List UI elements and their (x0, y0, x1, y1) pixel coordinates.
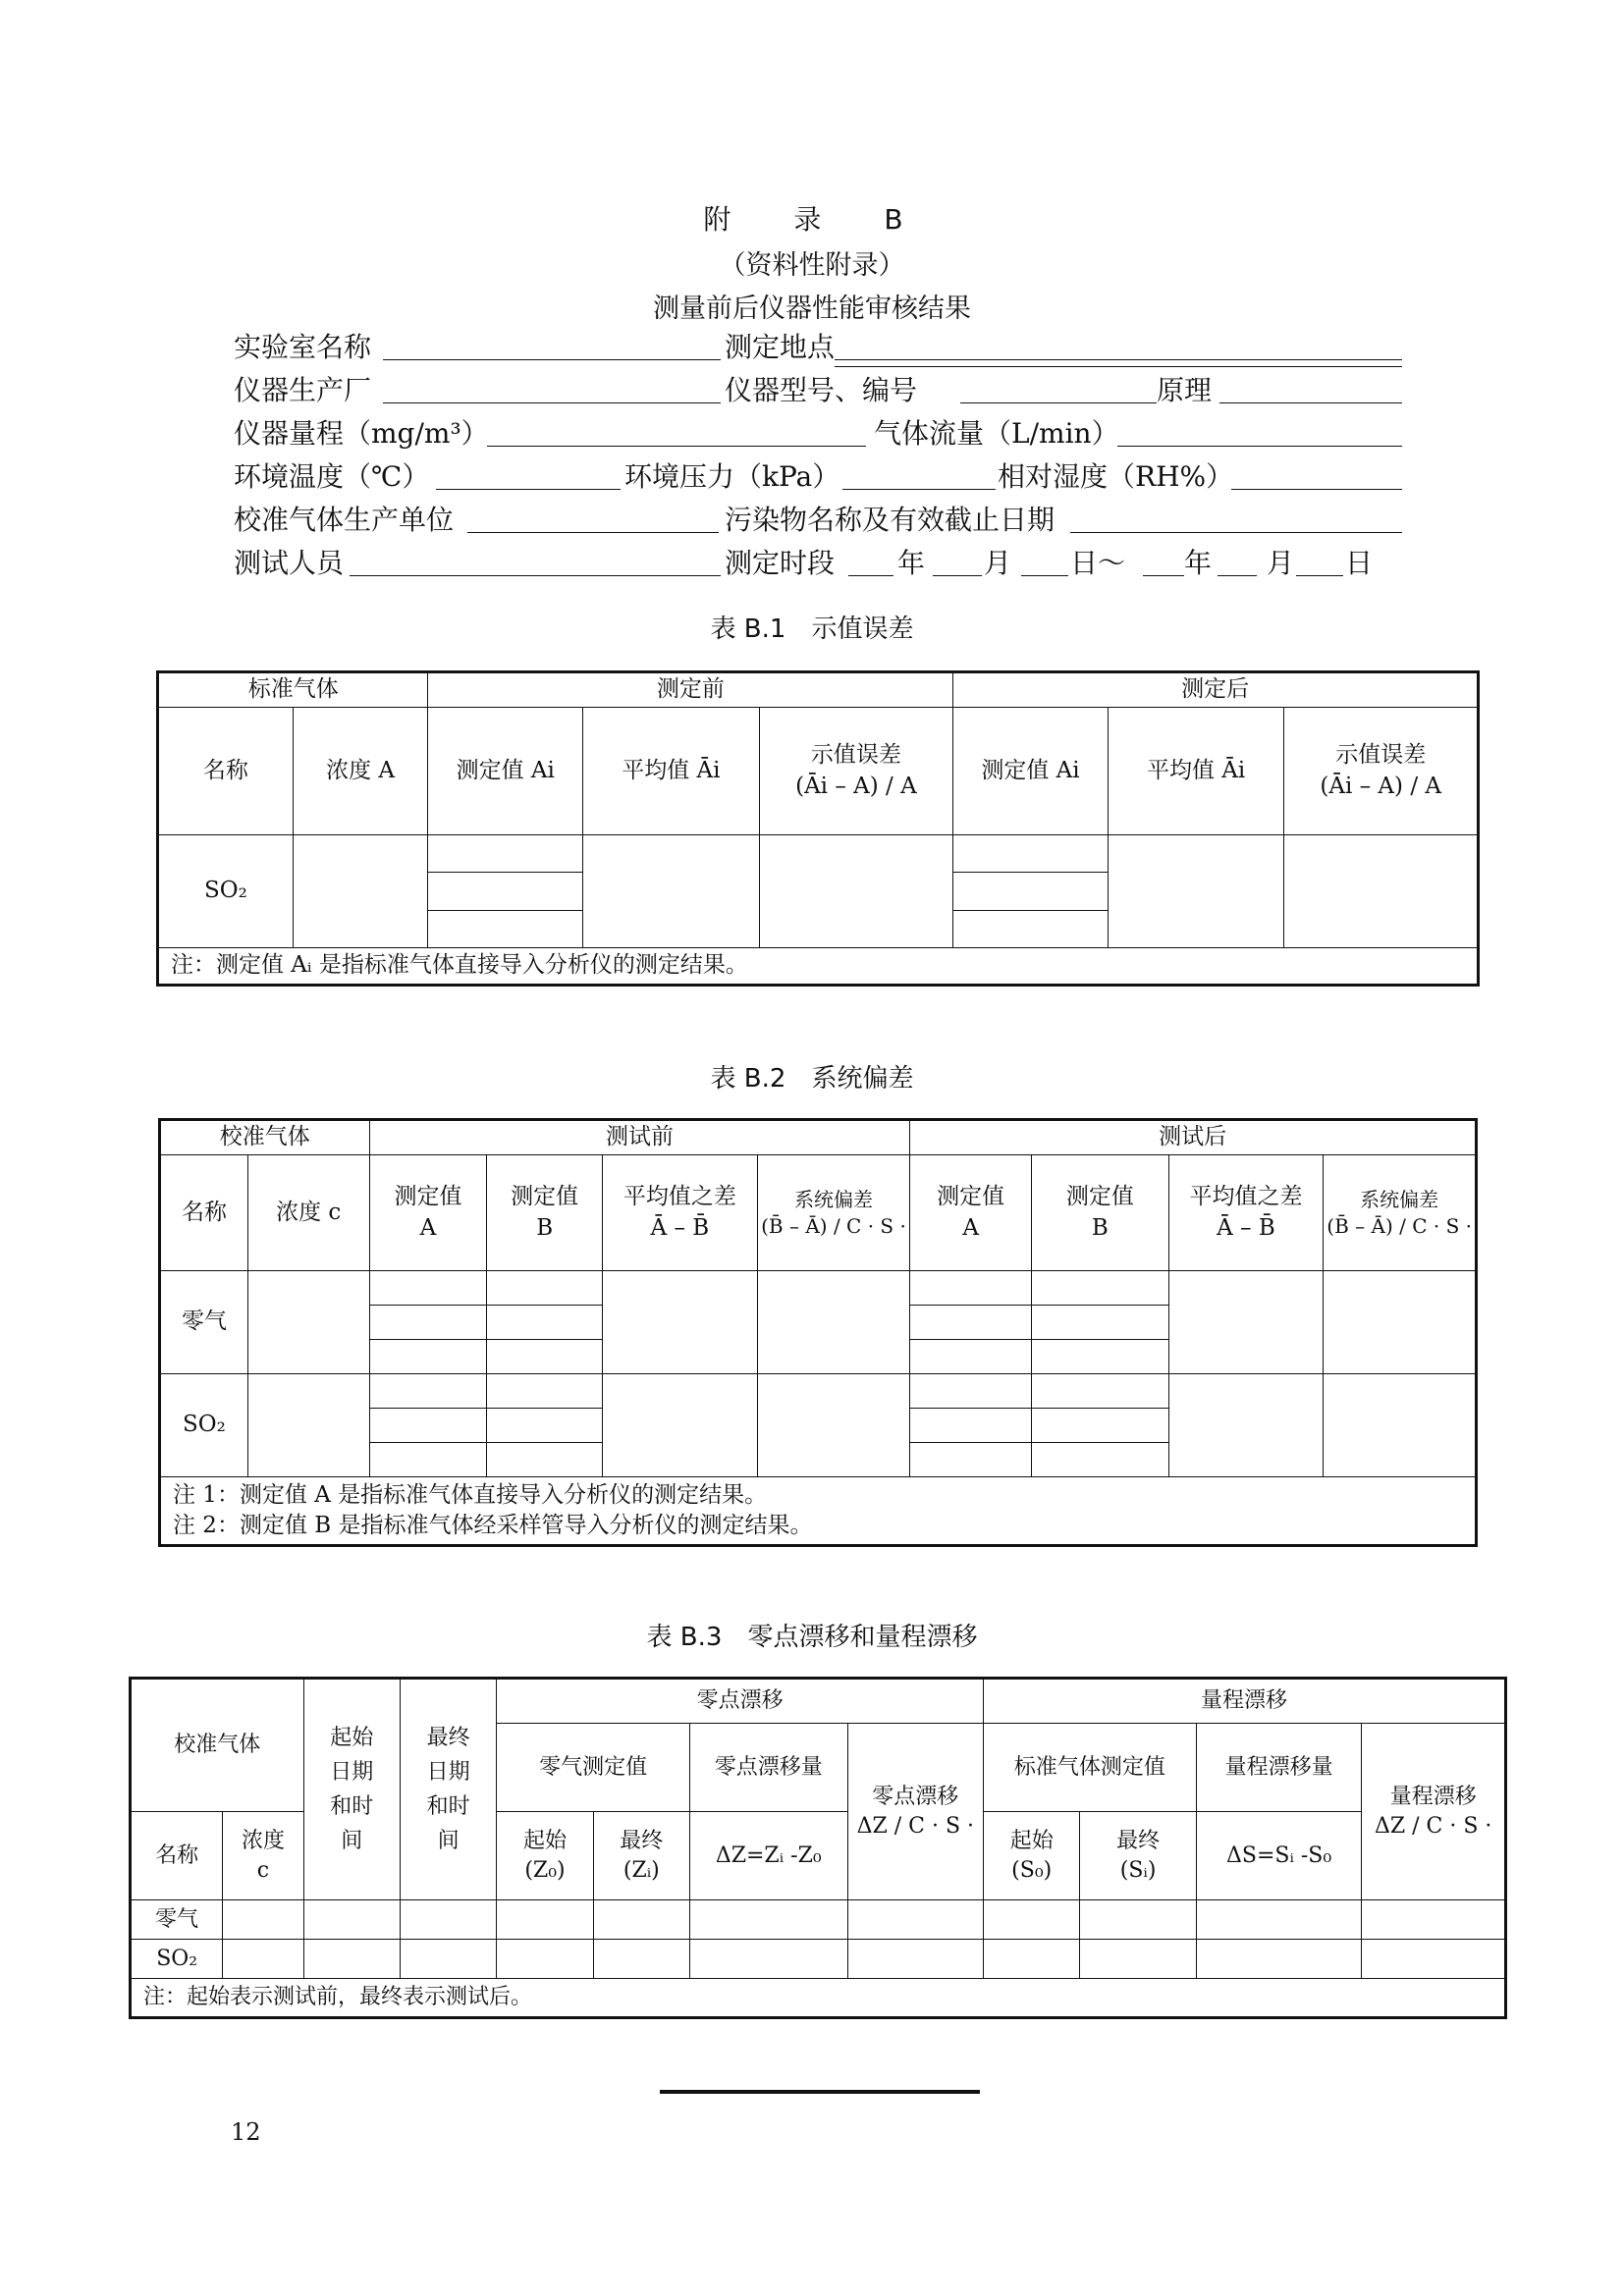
form-label: 污染物名称及有效截止日期 (725, 504, 1056, 536)
zero-drift-header: 零点漂移 (497, 1679, 984, 1724)
table-cell (1324, 1271, 1477, 1374)
form-label: 日 (1345, 547, 1374, 579)
cal-gas-header: 校准气体 (131, 1679, 304, 1812)
form-row (234, 501, 1402, 544)
table-cell (1032, 1374, 1169, 1477)
form-label: 环境压力（kPa） (624, 460, 840, 493)
table-cell (1032, 1271, 1169, 1374)
row-label-so2: SO₂ (131, 1940, 223, 1979)
col-err: 示值误差 (Āi – A) / A (759, 708, 953, 835)
form-label: 年 (897, 547, 926, 579)
table-cell (1362, 1900, 1506, 1940)
table-b2-caption: 表 B.2 系统偏差 (710, 1064, 914, 1094)
table-cell (487, 1374, 603, 1477)
form-label: 测试人员 (234, 547, 345, 579)
table-cell (689, 1940, 847, 1979)
table-b1-caption: 表 B.1 示值误差 (710, 614, 914, 644)
col-conc: 浓度 c (247, 1155, 369, 1271)
form-row (234, 414, 1402, 457)
col-avg: 平均值 Āi (1108, 708, 1284, 835)
col-z0: 起始 (Z₀) (497, 1812, 593, 1900)
form-row (234, 457, 1402, 501)
span-drift-header: 量程漂移 (984, 1679, 1506, 1724)
row-label-zero-gas: 零气 (160, 1271, 248, 1374)
col-meas-a: 测定值 A (369, 1155, 487, 1271)
table-cell (759, 835, 953, 948)
std-meas-header: 标准气体测定值 (984, 1724, 1197, 1812)
zero-rel-header: 零点漂移 ΔZ / C · S · (847, 1724, 983, 1900)
table-cell (303, 1940, 400, 1979)
after-header: 测试后 (910, 1120, 1477, 1155)
table-cell (400, 1940, 496, 1979)
col-meas: 测定值 Ai (428, 708, 583, 835)
cal-gas-header: 校准气体 (160, 1120, 370, 1155)
span-amt-header: 量程漂移量 (1196, 1724, 1362, 1812)
form-label: 实验室名称 (234, 331, 372, 363)
table-note: 注：测定值 Aᵢ 是指标准气体直接导入分析仪的测定结果。 (158, 948, 1479, 986)
col-bias: 系统偏差 (B̄ – Ā) / C · S · (1324, 1155, 1477, 1271)
col-end-time: 最终日期和时间 (400, 1679, 496, 1900)
form-label: 仪器型号、编号 (725, 374, 918, 406)
std-gas-header: 标准气体 (158, 672, 428, 708)
table-cell (223, 1940, 303, 1979)
before-header: 测定前 (428, 672, 953, 708)
span-rel-header: 量程漂移 ΔZ / C · S · (1362, 1724, 1506, 1900)
table-cell (1168, 1271, 1324, 1374)
form-row (234, 328, 1402, 371)
zero-amt-header: 零点漂移量 (689, 1724, 847, 1812)
table-cell (369, 1271, 487, 1374)
appendix-title: 附 录 B (703, 203, 921, 236)
table-cell (583, 835, 760, 948)
table-cell (1108, 835, 1284, 948)
table-cell (953, 835, 1109, 948)
col-avg: 平均值 Āi (583, 708, 760, 835)
table-cell (593, 1900, 689, 1940)
table-cell (757, 1271, 910, 1374)
table-cell (984, 1940, 1080, 1979)
col-bias: 系统偏差 (B̄ – Ā) / C · S · (757, 1155, 910, 1271)
form-label: 测定时段 (725, 547, 836, 579)
table-cell (1284, 835, 1479, 948)
table-b3-caption: 表 B.3 零点漂移和量程漂移 (646, 1623, 978, 1652)
blank-line (835, 328, 1402, 367)
col-zi: 最终 (Zᵢ) (593, 1812, 689, 1900)
table-cell (689, 1900, 847, 1940)
table-cell (757, 1374, 910, 1477)
table-cell (487, 1271, 603, 1374)
table-b1 (156, 670, 1480, 987)
table-cell (223, 1900, 303, 1940)
table-cell (847, 1900, 983, 1940)
col-err: 示值误差 (Āi – A) / A (1284, 708, 1479, 835)
before-header: 测试前 (369, 1120, 910, 1155)
col-meas-b: 测定值 B (487, 1155, 603, 1271)
col-si: 最终 (Sᵢ) (1080, 1812, 1196, 1900)
table-cell (400, 1900, 496, 1940)
row-label-zero-gas: 零气 (131, 1900, 223, 1940)
row-label-so2: SO₂ (160, 1374, 248, 1477)
col-name: 名称 (160, 1155, 248, 1271)
table-cell (247, 1271, 369, 1374)
table-cell (603, 1374, 758, 1477)
form-label: 仪器量程（mg/m³） (234, 417, 489, 450)
form-row (234, 371, 1402, 414)
table-cell (369, 1374, 487, 1477)
table-cell (1324, 1374, 1477, 1477)
form-label: 测定地点 (725, 331, 836, 363)
appendix-heading: 测量前后仪器性能审核结果 (653, 294, 971, 324)
table-cell (293, 835, 428, 948)
page-number: 12 (231, 2118, 261, 2146)
col-start-time: 起始日期和时间 (303, 1679, 400, 1900)
form-label: 仪器生产厂 (234, 374, 372, 406)
col-meas-b: 测定值 B (1032, 1155, 1169, 1271)
col-conc: 浓度 A (293, 708, 428, 835)
col-name: 名称 (131, 1812, 223, 1900)
col-conc: 浓度 c (223, 1812, 303, 1900)
table-cell (593, 1940, 689, 1979)
table-cell (497, 1940, 593, 1979)
col-name: 名称 (158, 708, 294, 835)
table-b2 (158, 1118, 1478, 1547)
table-cell (847, 1940, 983, 1979)
appendix-type: （资料性附录） (719, 250, 905, 281)
table-cell (984, 1900, 1080, 1940)
form-label: 气体流量（L/min） (874, 417, 1119, 450)
header-form (234, 328, 1402, 587)
table-cell (910, 1271, 1032, 1374)
table-cell (1196, 1900, 1362, 1940)
table-b3 (129, 1677, 1507, 2019)
table-cell (428, 835, 583, 948)
table-cell (603, 1271, 758, 1374)
col-avg-diff: 平均值之差 Ā – B̄ (1168, 1155, 1324, 1271)
table-cell (497, 1900, 593, 1940)
table-cell (1080, 1900, 1196, 1940)
row-label-so2: SO₂ (158, 835, 294, 948)
col-dz: ΔZ=Zᵢ -Z₀ (689, 1812, 847, 1900)
col-s0: 起始 (S₀) (984, 1812, 1080, 1900)
form-row (234, 544, 1402, 587)
table-note: 注：起始表示测试前，最终表示测试后。 (131, 1979, 1506, 2018)
form-label: 月 (984, 547, 1012, 579)
table-cell (910, 1374, 1032, 1477)
col-meas-a: 测定值 A (910, 1155, 1032, 1271)
table-cell (247, 1374, 369, 1477)
col-ds: ΔS=Sᵢ -S₀ (1196, 1812, 1362, 1900)
col-meas: 测定值 Ai (953, 708, 1109, 835)
table-cell (1080, 1940, 1196, 1979)
table-cell (1362, 1940, 1506, 1979)
table-cell (303, 1900, 400, 1940)
after-header: 测定后 (953, 672, 1479, 708)
col-avg-diff: 平均值之差 Ā – B̄ (603, 1155, 758, 1271)
form-label: 环境温度（℃） (234, 460, 430, 493)
table-cell (1196, 1940, 1362, 1979)
form-label: 相对湿度（RH%） (998, 460, 1234, 493)
form-label: 日～ (1070, 547, 1126, 579)
table-notes: 注 1：测定值 A 是指标准气体直接导入分析仪的测定结果。 注 2：测定值 B 是指标准气体经采样管导入分析仪的测定结果。 (160, 1477, 1477, 1546)
table-cell (1168, 1374, 1324, 1477)
form-label: 校准气体生产单位 (234, 504, 455, 536)
zero-meas-header: 零气测定值 (497, 1724, 690, 1812)
form-label: 年 (1184, 547, 1213, 579)
form-label: 月 (1267, 547, 1295, 579)
form-label: 原理 (1157, 374, 1213, 406)
end-rule (660, 2090, 980, 2094)
